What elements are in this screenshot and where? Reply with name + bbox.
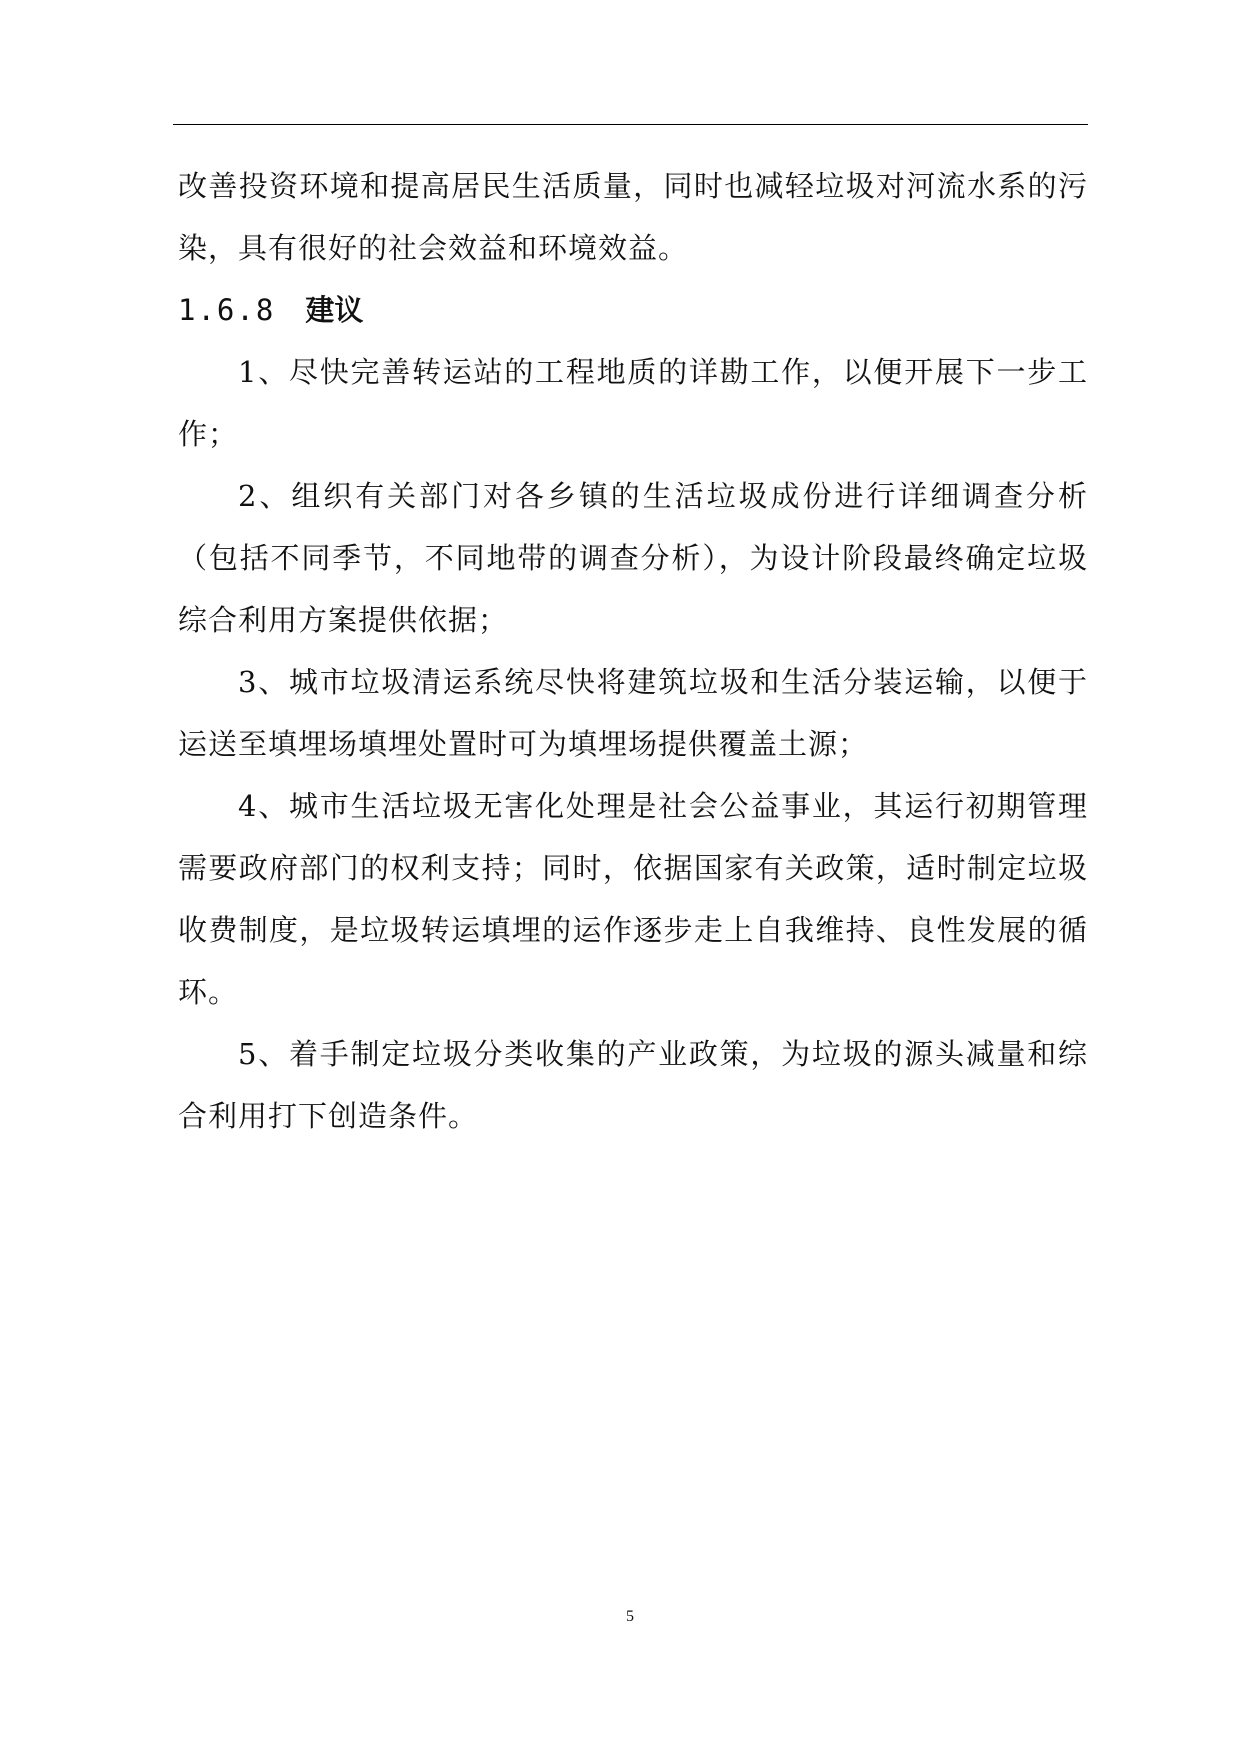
section-title: 建议 (305, 293, 364, 327)
recommendation-item-2: 2、组织有关部门对各乡镇的生活垃圾成份进行详细调查分析（包括不同季节，不同地带的调查分析），为设计阶段最终确定垃圾综合利用方案提供依据； (178, 479, 1088, 637)
continuation-paragraph: 改善投资环境和提高居民生活质量，同时也减轻垃圾对河流水系的污染，具有很好的社会效益和环境效益。 (178, 169, 1088, 265)
recommendation-item-3: 3、城市垃圾清运系统尽快将建筑垃圾和生活分装运输，以便于运送至填埋场填埋处置时可为填埋场提供覆盖土源； (178, 665, 1088, 761)
header-rule (173, 124, 1088, 125)
recommendation-item-4: 4、城市生活垃圾无害化处理是社会公益事业，其运行初期管理需要政府部门的权利支持；同时，依据国家有关政策，适时制定垃圾收费制度，是垃圾转运填埋的运作逐步走上自我维持、良性发展的循环。 (178, 789, 1088, 1009)
recommendation-item-5: 5、着手制定垃圾分类收集的产业政策，为垃圾的源头减量和综合利用打下创造条件。 (178, 1037, 1088, 1133)
page-number: 5 (626, 1608, 634, 1625)
section-number: 1.6.8 (178, 293, 276, 327)
section-heading (178, 279, 1088, 341)
recommendation-item-1: 1、尽快完善转运站的工程地质的详勘工作，以便开展下一步工作； (178, 355, 1088, 451)
document-body (178, 155, 1088, 1147)
